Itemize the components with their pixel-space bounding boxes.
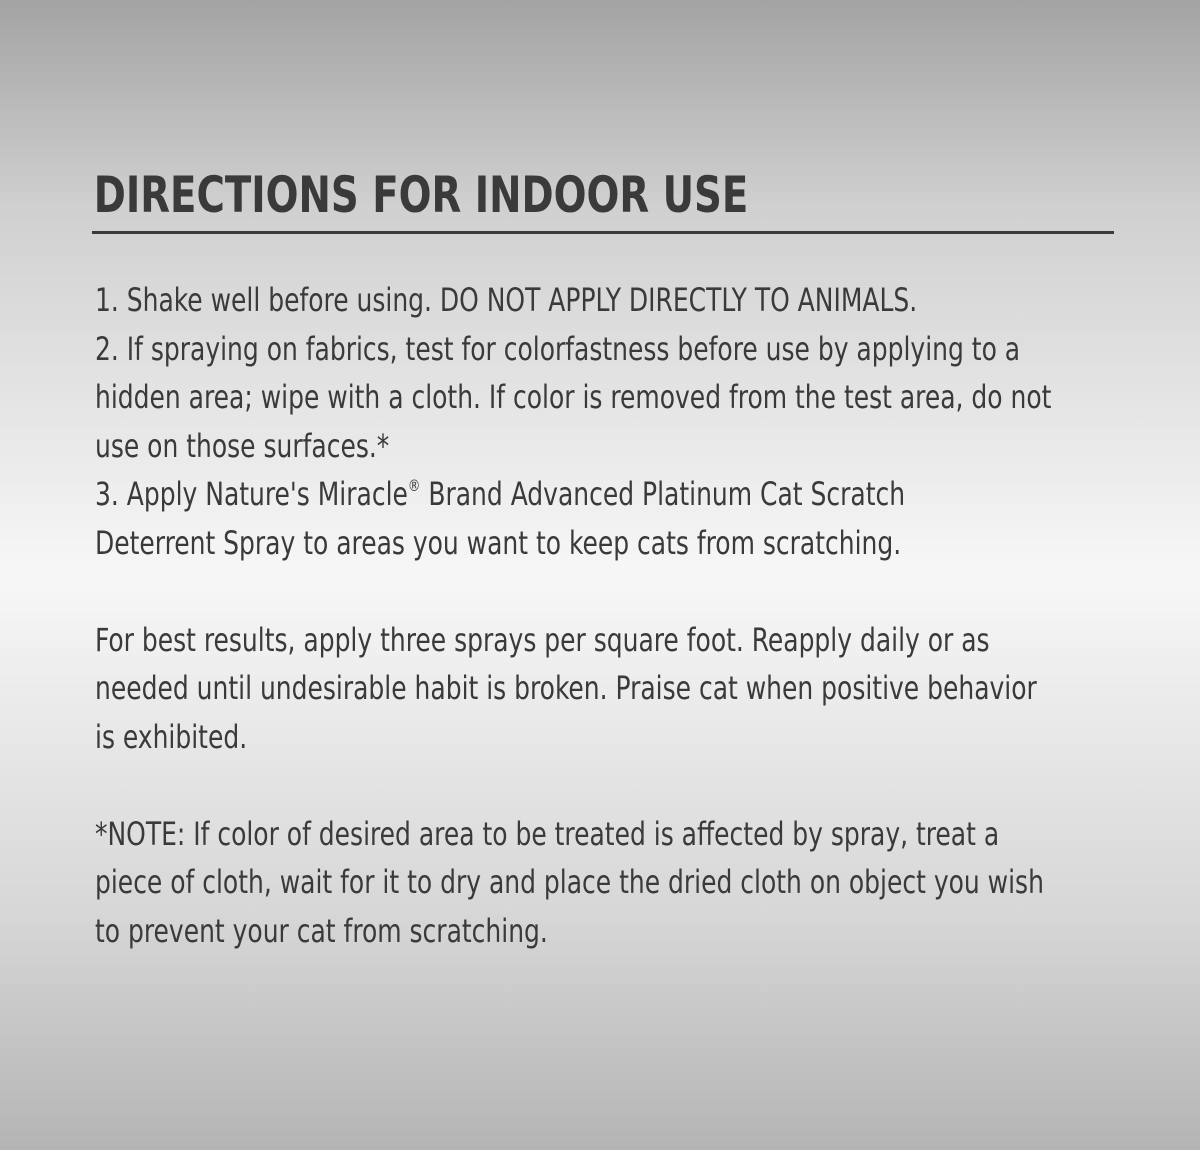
results-paragraph [95,616,1114,762]
paragraph-gap [95,567,1114,616]
page-title: DIRECTIONS FOR INDOOR USE [93,166,749,224]
step-text: Brand Advanced Platinum Cat Scratch [420,475,906,513]
note-line: piece of cloth, wait for it to dry and place the dried cloth on object you wish [95,863,1044,901]
directions-panel [92,160,1114,955]
directions-body [92,276,1114,955]
step-line: 2. If spraying on fabrics, test for colorfastness before use by applying to a [95,329,1021,368]
step-line: use on those surfaces.* [95,426,390,465]
results-line: is exhibited. [95,717,248,756]
step-line: 1. Shake well before using. DO NOT APPLY DIRECTLY TO ANIMALS. [95,281,918,319]
note-line: to prevent your cat from scratching. [95,911,548,950]
step-text: 3. Apply Nature's Miracle [95,475,408,513]
note-paragraph [95,810,1114,956]
steps-paragraph [95,276,1114,567]
note-line: *NOTE: If color of desired area to be treated is affected by spray, treat a [95,814,1000,853]
step-line: hidden area; wipe with a cloth. If color is removed from the test area, do not [95,378,1052,416]
registered-mark: ® [407,476,421,495]
heading-divider [92,231,1114,234]
results-line: For best results, apply three sprays per square foot. Reapply daily or as [95,620,990,659]
results-line: needed until undesirable habit is broken. Praise cat when positive behavior [95,669,1037,707]
step-line [95,470,979,519]
paragraph-gap [95,761,1114,810]
step-line: Deterrent Spray to areas you want to keep cats from scratching. [95,523,902,562]
